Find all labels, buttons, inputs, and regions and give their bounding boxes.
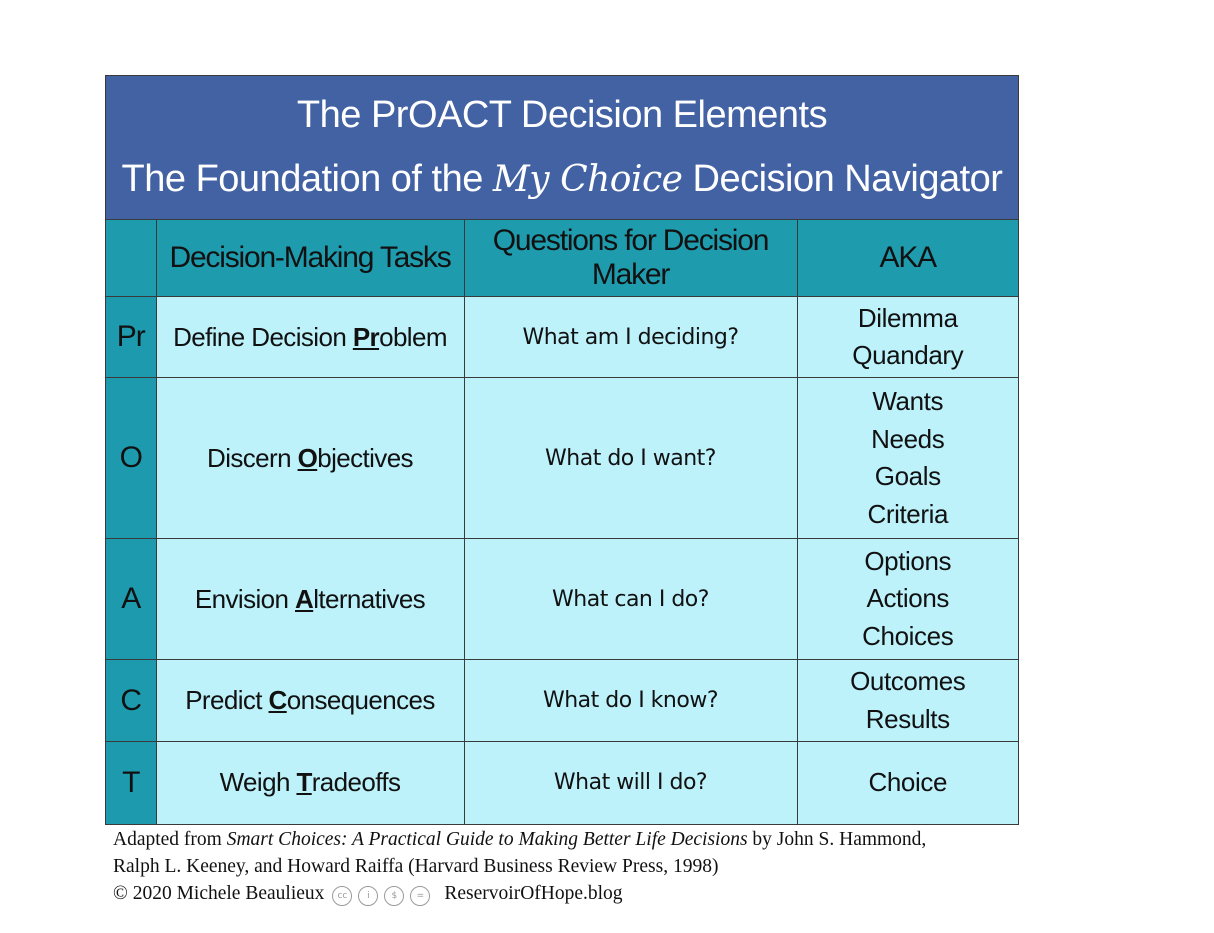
blog-name: ReservoirOfHope.blog	[444, 883, 623, 904]
title-my-choice: My Choice	[492, 159, 683, 200]
task-text-rest: radeoffs	[311, 767, 401, 798]
task-text-rest: oblem	[379, 321, 447, 352]
attribution-line-1	[113, 826, 1073, 853]
task-key-letters: A	[295, 583, 314, 614]
table-row	[106, 660, 1018, 742]
attribution-footer	[113, 826, 1073, 908]
proact-table	[105, 75, 1019, 825]
task-text: Discern	[207, 442, 298, 473]
table-row	[106, 297, 1018, 378]
row-aka	[797, 297, 1018, 378]
row-letter: C	[106, 660, 156, 742]
row-task	[156, 297, 464, 378]
task-key-letters: T	[296, 767, 312, 798]
task-text: Predict	[185, 685, 269, 715]
noncommercial-icon: $	[384, 886, 404, 906]
row-question: What will I do?	[464, 742, 797, 824]
aka-item: Choice	[868, 767, 948, 797]
row-letter: Pr	[106, 297, 156, 378]
aka-item: Dilemma	[857, 302, 958, 333]
aka-item: Actions	[866, 583, 949, 614]
row-task	[156, 742, 464, 824]
row-question: What am I deciding?	[464, 297, 797, 378]
creative-commons-icons	[332, 881, 436, 908]
table-row	[106, 539, 1018, 660]
header-questions: Questions for Decision Maker	[464, 220, 797, 297]
header-letter	[106, 220, 156, 297]
attribution-line-2: Ralph L. Keeney, and Howard Raiffa (Harvard Business Review Press, 1998)	[113, 856, 719, 877]
table-title	[106, 76, 1018, 220]
task-key-letters: Pr	[352, 321, 380, 352]
aka-item: Quandary	[852, 340, 964, 370]
aka-item: Wants	[872, 386, 944, 416]
cc-icon: cc	[332, 886, 352, 906]
task-text-rest: lternatives	[313, 583, 426, 614]
aka-item: Criteria	[867, 498, 949, 529]
attribution-prefix: Adapted from	[113, 829, 227, 850]
task-text-rest: onsequences	[286, 685, 435, 715]
header-aka: AKA	[797, 220, 1018, 297]
table-row	[106, 378, 1018, 539]
task-text: Envision	[194, 583, 295, 614]
aka-item: Outcomes	[850, 666, 966, 696]
task-key-letters: C	[268, 685, 287, 715]
row-letter: T	[106, 742, 156, 824]
row-aka	[797, 539, 1018, 660]
aka-item: Choices	[862, 620, 954, 651]
row-question: What do I want?	[464, 378, 797, 539]
row-task	[156, 539, 464, 660]
row-letter: O	[106, 378, 156, 539]
aka-item: Results	[865, 703, 950, 734]
aka-item: Options	[864, 545, 952, 576]
task-text: Define Decision	[173, 321, 353, 352]
row-aka	[797, 742, 1018, 824]
title-line-2	[122, 147, 1003, 212]
row-task	[156, 660, 464, 742]
noderivatives-icon: =	[410, 886, 430, 906]
title-line-2-prefix: The Foundation of the	[121, 158, 493, 200]
title-line-1: The PrOACT Decision Elements	[296, 94, 828, 136]
title-line-2-suffix: Decision Navigator	[682, 158, 1003, 200]
copyright-line	[113, 880, 1073, 908]
decision-table	[106, 220, 1018, 824]
header-tasks: Decision-Making Tasks	[156, 220, 464, 297]
row-task	[156, 378, 464, 539]
table-header-row	[106, 220, 1018, 297]
book-title: Smart Choices: A Practical Guide to Making Better Life Decisions	[226, 829, 748, 850]
aka-item: Needs	[871, 423, 945, 454]
aka-item: Goals	[874, 461, 941, 491]
task-text-rest: bjectives	[317, 442, 413, 473]
row-aka	[797, 378, 1018, 539]
attribution-suffix: by John S. Hammond,	[747, 829, 927, 850]
copyright-text: © 2020 Michele Beaulieux	[113, 883, 325, 904]
row-aka	[797, 660, 1018, 742]
table-row	[106, 742, 1018, 824]
by-attribution-icon: i	[358, 886, 378, 906]
row-letter: A	[106, 539, 156, 660]
row-question: What can I do?	[464, 539, 797, 660]
task-text: Weigh	[219, 767, 297, 798]
task-key-letters: O	[297, 442, 318, 473]
row-question: What do I know?	[464, 660, 797, 742]
